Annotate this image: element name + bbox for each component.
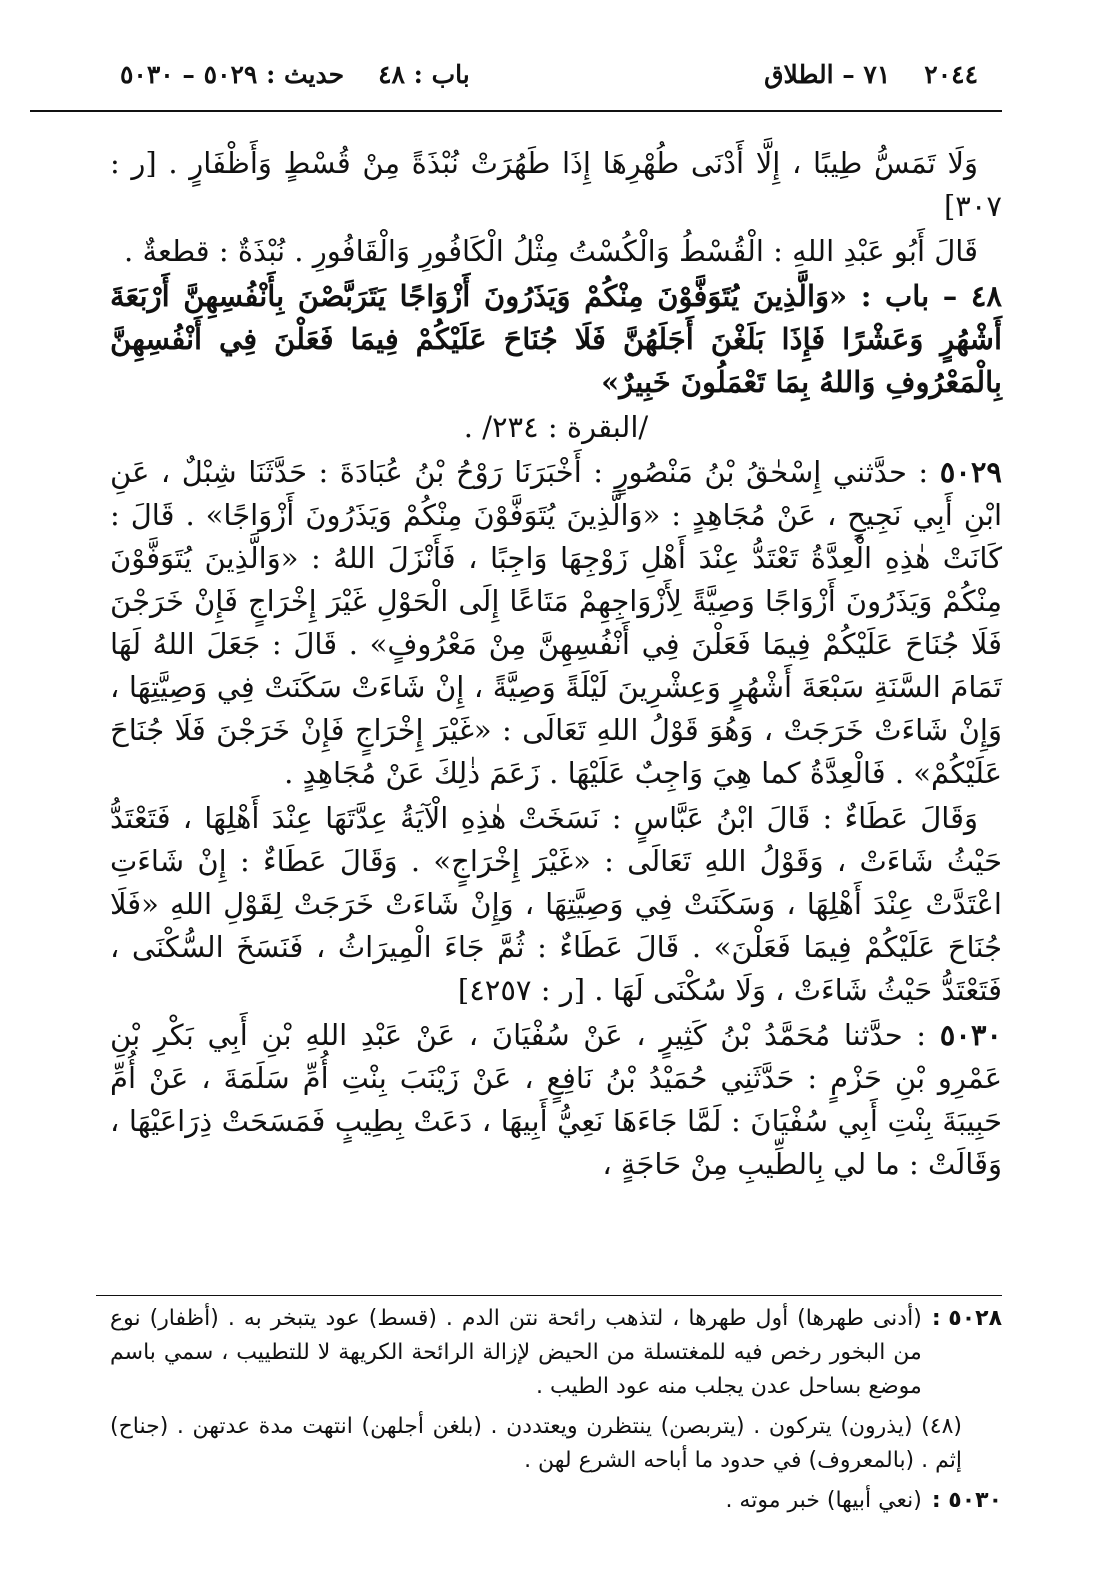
- header-right-group: [764, 60, 978, 89]
- bab-reference: باب : ٤٨: [378, 59, 470, 89]
- hadith-number: ٥٠٣٠: [939, 1018, 1002, 1052]
- running-header: [120, 52, 978, 96]
- page-number: ٢٠٤٤: [924, 59, 978, 89]
- quran-reference: /البقرة : ٢٣٤/ .: [463, 410, 649, 444]
- hadith-5030: [110, 1014, 1002, 1186]
- bab-heading: ٤٨ – باب : «وَالَّذِينَ يُتَوَفَّوْنَ مِنْكُمْ وَيَذَرُونَ أَزْوَاجًا يَتَرَبَّصْنَ بِأَنْفُسِهِنَّ أَرْبَعَةَ أَشْهُرٍ وَعَشْرًا فَإِذَا بَلَغْنَ أَجَلَهُنَّ فَلَا جُنَاحَ عَلَيْكُمْ فِيمَا فَعَلْنَ فِي أَنْفُسِهِنَّ بِالْمَعْرُوفِ وَاللهُ بِمَا تَعْمَلُونَ خَبِيرٌ»: [110, 279, 1002, 399]
- ata-paragraph: وَقَالَ عَطَاءٌ : قَالَ ابْنُ عَبَّاسٍ : نَسَخَتْ هٰذِهِ الْآيَةُ عِدَّتَهَا عِنْدَ أَهْلِهَا ، فَتَعْتَدُّ حَيْثُ شَاءَتْ ، وَقَوْلُ اللهِ تَعَالَى : «غَيْرَ إِخْرَاجٍ» . وَقَالَ عَطَاءٌ : إِنْ شَاءَتِ اعْتَدَّتْ عِنْدَ أَهْلِهَا ، وَسَكَنَتْ فِي وَصِيَّتِهَا ، وَإِنْ شَاءَتْ خَرَجَتْ لِقَوْلِ اللهِ «فَلَا جُنَاحَ عَلَيْكُمْ فِيمَا فَعَلْنَ» . قَالَ عَطَاءٌ : ثُمَّ جَاءَ الْمِيرَاثُ ، فَنَسَخَ السُّكْنَى ، فَتَعْتَدُّ حَيْثُ شَاءَتْ ، وَلَا سُكْنَى لَهَا . [ر : ٤٢٥٧]: [110, 801, 1002, 1007]
- hadith-text: : حدَّثنا مُحَمَّدُ بْنُ كَثِيرٍ ، عَنْ سُفْيَانَ ، عَنْ عَبْدِ اللهِ بْنِ أَبِي بَكْرِ بْنِ عَمْرِو بْنِ حَزْمٍ : حَدَّثَنِي حُمَيْدُ بْنُ نَافِعٍ ، عَنْ زَيْنَبَ بِنْتِ أُمِّ سَلَمَةَ ، عَنْ أُمِّ حَبِيبَةَ بِنْتِ أَبِي سُفْيَانَ : لَمَّا جَاءَهَا نَعِيُّ أَبِيهَا ، دَعَتْ بِطِيبٍ فَمَسَحَتْ ذِرَاعَيْهَا ، وَقَالَتْ : ما لي بِالطِّيبِ مِنْ حَاجَةٍ ،: [110, 1018, 1002, 1181]
- text-line-2: قَالَ أَبُو عَبْدِ اللهِ : الْقُسْطُ وَالْكُسْتُ مِثْلُ الْكَافُورِ وَالْقَافُورِ . نُبْذَةٌ : قطعةٌ .: [124, 234, 978, 268]
- footnote-text: (نعي أبيها) خبر موته .: [725, 1488, 922, 1513]
- footnotes: [110, 1302, 1002, 1524]
- main-text: [110, 142, 1002, 1188]
- hadith-number: ٥٠٢٩: [939, 455, 1003, 489]
- footnote-number: ٥٠٣٠ :: [931, 1488, 1002, 1513]
- footnote-text: (أدنى طهرها) أول طهرها ، لتذهب رائحة نتن الدم . (قسط) عود يتبخر به . (أظفار) نوع من البخور رخص فيه للمغتسلة من الحيض لإزالة الرائحة الكريهة لا للتطييب ، سمي باسم موضع بساحل عدن يجلب منه عود الطيب .: [110, 1306, 922, 1399]
- book-title: ٧١ – الطلاق: [764, 59, 891, 89]
- header-divider: [30, 110, 1002, 112]
- hadith-range: حديث : ٥٠٢٩ – ٥٠٣٠: [120, 59, 345, 89]
- text-line-1: وَلَا تَمَسُّ طِيبًا ، إِلَّا أَدْنَى طُهْرِهَا إِذَا طَهُرَتْ نُبْذَةً مِنْ قُسْطٍ وَأَظْفَارٍ . [ر : ٣٠٧]: [110, 146, 1002, 223]
- footnote-5030: [110, 1484, 1002, 1518]
- footnote-divider: [96, 1295, 1002, 1296]
- hadith-text: : حدَّثني إِسْحٰقُ بْنُ مَنْصُورٍ : أَخْبَرَنَا رَوْحُ بْنُ عُبَادَةَ : حَدَّثَنَا شِبْلٌ ، عَنِ ابْنِ أَبِي نَجِيحٍ ، عَنْ مُجَاهِدٍ : «وَالَّذِينَ يُتَوَفَّوْنَ مِنْكُمْ وَيَذَرُونَ أَزْوَاجًا» . قَالَ : كَانَتْ هٰذِهِ الْعِدَّةُ تَعْتَدُّ عِنْدَ أَهْلِ زَوْجِهَا وَاجِبًا ، فَأَنْزَلَ اللهُ : «وَالَّذِينَ يُتَوَفَّوْنَ مِنْكُمْ وَيَذَرُونَ أَزْوَاجًا وَصِيَّةً لِأَزْوَاجِهِمْ مَتَاعًا إِلَى الْحَوْلِ غَيْرَ إِخْرَاجٍ فَإِنْ خَرَجْنَ فَلَا جُنَاحَ عَلَيْكُمْ فِيمَا فَعَلْنَ فِي أَنْفُسِهِنَّ مِنْ مَعْرُوفٍ» . قَالَ : جَعَلَ اللهُ لَهَا تَمَامَ السَّنَةِ سَبْعَةَ أَشْهُرٍ وَعِشْرِينَ لَيْلَةً وَصِيَّةً ، إِنْ شَاءَتْ سَكَنَتْ فِي وَصِيَّتِهَا ، وَإِنْ شَاءَتْ خَرَجَتْ ، وَهُوَ قَوْلُ اللهِ تَعَالَى : «غَيْرَ إِخْرَاجٍ فَإِنْ خَرَجْنَ فَلَا جُنَاحَ عَلَيْكُمْ» . فَالْعِدَّةُ كما هِيَ وَاجِبٌ عَلَيْهَا . زَعَمَ ذٰلِكَ عَنْ مُجَاهِدٍ .: [110, 455, 1002, 790]
- header-left-group: [120, 60, 470, 89]
- footnote-bab-48: [110, 1410, 1002, 1478]
- hadith-5029: [110, 451, 1002, 795]
- footnote-number: ٥٠٢٨ :: [931, 1306, 1002, 1331]
- footnote-text: (٤٨) (يذرون) يتركون . (يتربصن) ينتظرن ويعتددن . (بلغن أجلهن) انتهت مدة عدتهن . (جناح) إثم . (بالمعروف) في حدود ما أباحه الشرع لهن .: [110, 1414, 962, 1473]
- footnote-5028: [110, 1302, 1002, 1404]
